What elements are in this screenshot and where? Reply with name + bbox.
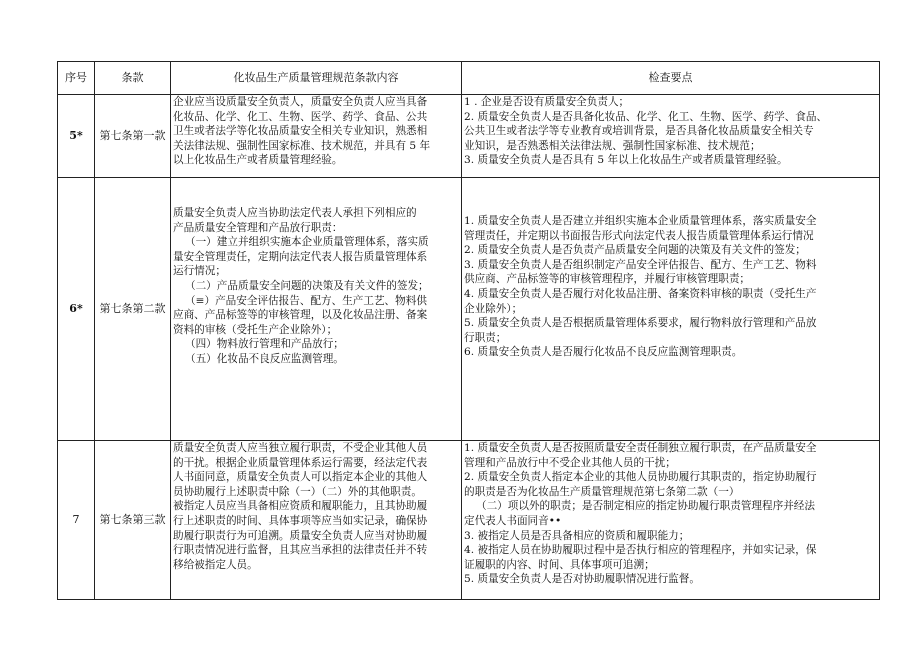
row-content <box>171 95 462 178</box>
row-check <box>462 441 880 600</box>
row-number: 5* <box>58 95 95 178</box>
content-line: 移给被指定人员。 <box>173 558 258 571</box>
check-line: 的职责是否为化妆品生产质量管理规范第七条第二款（一） <box>464 485 740 498</box>
content-line: 资料的审核（受托生产企业除外）； <box>173 323 338 336</box>
content-line: 应商、产品标签等的审核管理，以及化妆品注册、备案 <box>173 309 428 322</box>
check-line: 定代表人书面同音•• <box>464 514 562 527</box>
check-line: （二）项以外的职责；是否制定相应的指定协助履行职责管理程序并经法 <box>476 500 815 513</box>
content-line: 行上述职责的时间、具体事项等应当如实记录，确保协 <box>173 514 428 527</box>
content-line: 人书面同意，质量安全负责人可以指定本企业的其他人 <box>173 471 428 484</box>
row-clause: 第七条第三款 <box>95 441 171 600</box>
check-line: 2. 质量安全负责人指定本企业的其他人员协助履行其职责的，指定协助履行 <box>464 471 817 484</box>
content-line: 被指定人员应当具备相应资质和履职能力，且其协助履 <box>173 500 428 513</box>
header-clause: 条款 <box>95 62 171 95</box>
header-content: 化妆品生产质量管理规范条款内容 <box>171 62 462 95</box>
check-line: 3. 被指定人员是否具备相应的资质和履职能力； <box>464 529 690 542</box>
row-number: 7 <box>58 441 95 600</box>
check-line: 2. 质量安全负责人是否负责产品质量安全问题的决策及有关文件的签发； <box>464 244 806 257</box>
content-line: 运行情况； <box>173 265 226 278</box>
inspection-table <box>57 61 880 600</box>
check-line: 1. 质量安全负责人是否按照质量安全责任制独立履行职责，在产品质量安全 <box>464 442 817 454</box>
content-line: 的干扰。根据企业质量管理体系运行需要，经法定代表 <box>173 456 428 469</box>
check-line: 公共卫生或者法学等专业教育或培训背景，是否具备化妆品质量安全相关专 <box>464 125 814 138</box>
row-content <box>171 441 462 600</box>
content-line: （≡）产品安全评估报告、配方、生产工艺、物料供 <box>185 294 427 307</box>
content-line: 量安全管理责任，定期向法定代表人报告质量管理体系 <box>173 250 428 263</box>
check-line: 企业除外）； <box>464 302 523 315</box>
content-line: 企业应当设质量安全负责人，质量安全负责人应当具备 <box>173 96 428 108</box>
row-check <box>462 95 880 178</box>
content-line: 助履行职责行为可追溯。质量安全负责人应当对协助履 <box>173 529 428 542</box>
check-line: 6. 质量安全负责人是否履行化妆品不良反应监测管理职责。 <box>464 346 743 359</box>
check-line: 1. 质量安全负责人是否建立并组织实施本企业质量管理体系，落实质量安全 <box>464 215 817 227</box>
content-line: 员协助履行上述职责中除（一）（二）外的其他职责。 <box>173 485 422 498</box>
check-line: 5. 质量安全负责人是否对协助履职情况进行监督。 <box>464 573 700 586</box>
row-check <box>462 178 880 441</box>
row-clause: 第七条第一款 <box>95 95 171 178</box>
check-line: 3. 质量安全负责人是否组织制定产品安全评估报告、配方、生产工艺、物料 <box>464 258 817 271</box>
content-line: 产品质量安全管理和产品放行职责： <box>173 221 343 234</box>
check-line: 业知识，是否熟悉相关法律法规、强制性国家标准、技术规范； <box>464 139 761 152</box>
content-line: 关法律法规、强制性国家标准、技术规范，并具有 5 年 <box>173 139 431 152</box>
check-line: 行职责； <box>464 331 507 344</box>
table-row <box>58 95 880 178</box>
header-no: 序号 <box>58 62 95 95</box>
content-line: （四）物料放行管理和产品放行； <box>185 338 344 351</box>
check-line: 5. 质量安全负责人是否根据质量管理体系要求，履行物料放行管理和产品放 <box>464 317 817 330</box>
check-line: 4. 质量安全负责人是否履行对化妆品注册、备案资料审核的职责（受托生产 <box>464 287 817 300</box>
content-line: （二）产品质量安全问题的决策及有关文件的签发； <box>185 279 429 292</box>
content-line: （五）化妆品不良反应监测管理。 <box>185 352 344 365</box>
check-line: 2. 质量安全负责人是否具备化妆品、化学、化工、生物、医学、药学、食品、 <box>464 110 828 123</box>
table-row <box>58 441 880 600</box>
content-line: 质量安全负责人应当独立履行职责，不受企业其他人员 <box>173 442 428 454</box>
content-line: 行职责情况进行监督，且其应当承担的法律责任并不转 <box>173 544 428 557</box>
check-line: 3. 质量安全负责人是否具有 5 年以上化妆品生产或者质量管理经验。 <box>464 154 788 167</box>
content-line: 化妆品、化学、化工、生物、医学、药学、食品、公共 <box>173 110 428 123</box>
header-check: 检查要点 <box>462 62 880 95</box>
check-line: 4. 被指定人员在协助履职过程中是否执行相应的管理程序，并如实记录，保 <box>464 544 817 557</box>
row-number: 6* <box>58 178 95 441</box>
check-line: 管理责任，并定期以书面报告形式向法定代表人报告质量管理体系运行情况 <box>464 229 814 242</box>
content-line: 质量安全负责人应当协助法定代表人承担下列相应的 <box>173 207 417 219</box>
check-line: 管理和产品放行中不受企业其他人员的干扰； <box>464 456 676 469</box>
header-row <box>58 62 880 95</box>
content-line: （一）建立并组织实施本企业质量管理体系，落实质 <box>185 236 429 249</box>
table-row <box>58 178 880 441</box>
check-line: 证履职的内容、时间、具体事项可追溯； <box>464 558 655 571</box>
row-content <box>171 178 462 441</box>
content-line: 卫生或者法学等化妆品质量安全相关专业知识，熟悉相 <box>173 125 428 138</box>
row-clause: 第七条第二款 <box>95 178 171 441</box>
check-line: 供应商、产品标签等的审核管理程序，并履行审核管理职责； <box>464 273 751 286</box>
content-line: 以上化妆品生产或者质量管理经验。 <box>173 154 343 167</box>
check-line: 1 . 企业是否设有质量安全负责人； <box>464 96 630 108</box>
